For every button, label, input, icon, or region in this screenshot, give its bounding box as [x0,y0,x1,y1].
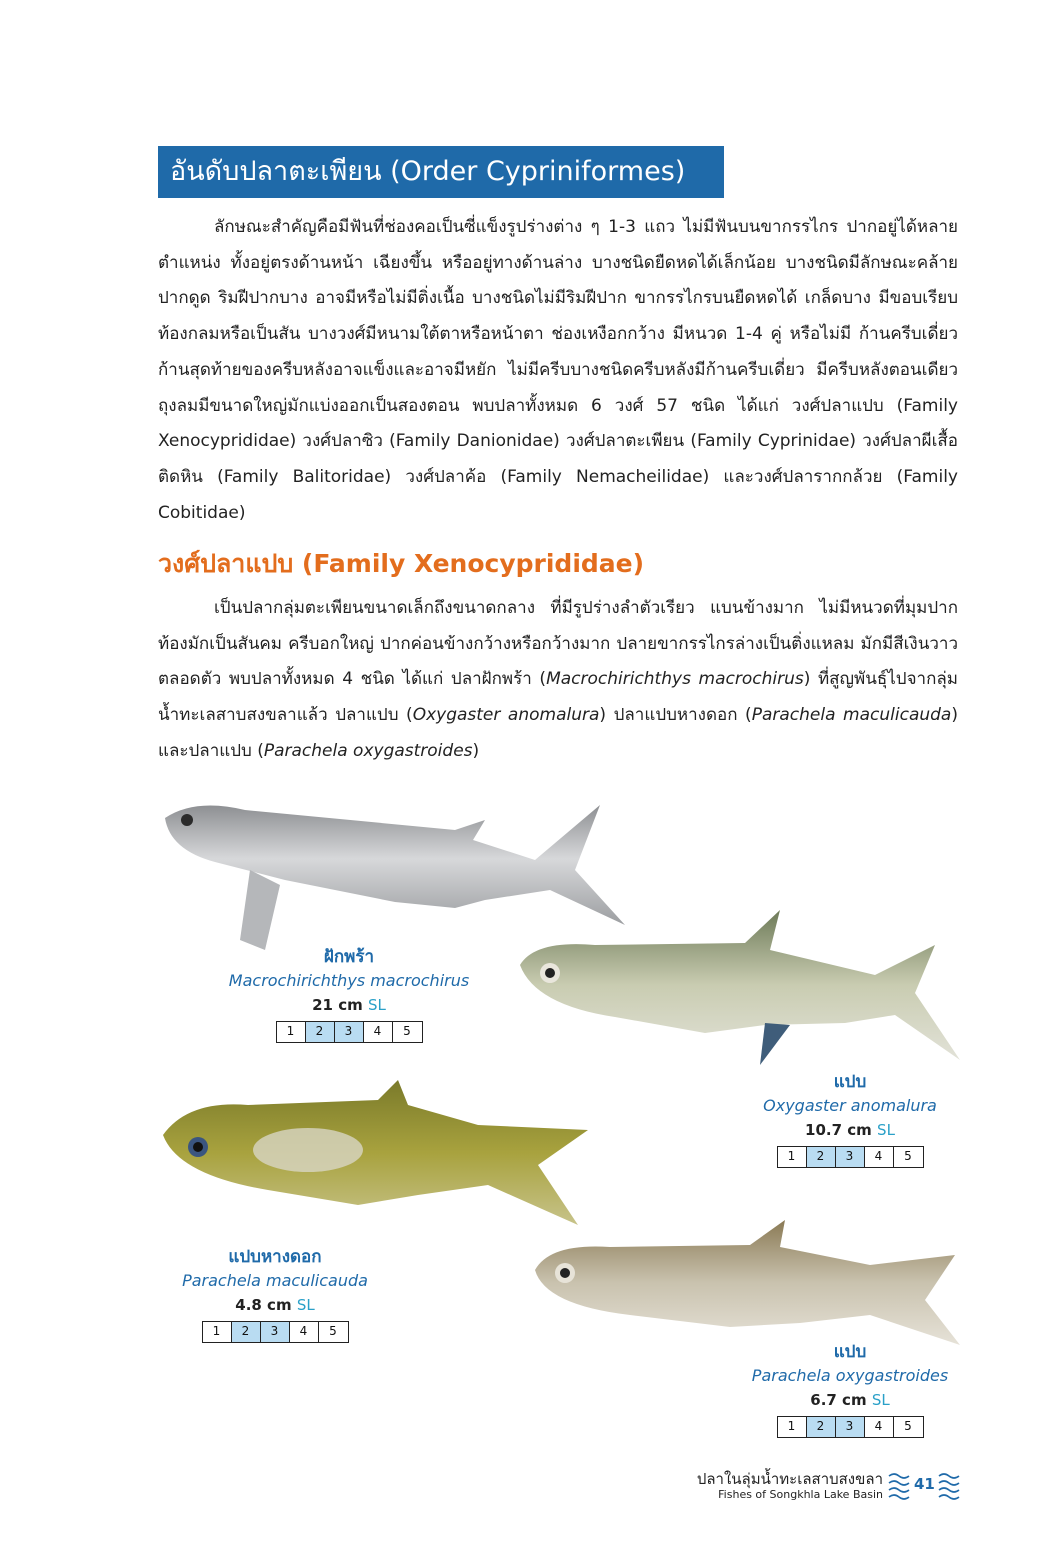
family-species-3: Parachela maculicauda [751,705,952,726]
fish-photo-parachela-oxygastroides [530,1215,965,1355]
distribution-zones [777,1146,924,1168]
zone-2: 2 [306,1022,335,1042]
zone-2: 2 [807,1147,836,1167]
wave-icon-right [938,1470,960,1502]
species-size [130,1293,420,1317]
zone-4: 4 [364,1022,393,1042]
family-text-5: ) [472,740,480,761]
size-unit: SL [296,1296,315,1314]
species-size [204,993,494,1017]
family-text-3: ) ปลาแปบหางดอก ( [599,705,752,726]
species-thai-name: แปบ [833,1342,867,1362]
species-card-1 [204,945,494,1043]
size-unit: SL [871,1391,890,1409]
species-thai-name: แปบหางดอก [228,1247,322,1267]
family-species-2: Oxygaster anomalura [412,705,600,726]
order-heading: อันดับปลาตะเพียน (Order Cypriniformes) [158,146,724,198]
species-scientific-name: Macrochirichthys macrochirus [228,971,470,990]
zone-1: 1 [778,1417,807,1437]
distribution-zones [202,1321,349,1343]
family-text-4: ) และปลาแปบ ( [158,705,958,761]
family-text-1: เป็นปลากลุ่มตะเพียนขนาดเล็กถึงขนาดกลาง ที่มีรูปร่างลำตัวเรียว แบนข้างมาก ไม่มีหนวดที่มุมปาก ท้องมักเป็นสันคม ครีบอกใหญ่ ปากค่อนข้างกว้างหรือกว้างมาก ปลายขากรรไกรล่างเป็นติ่งแหลม มักมีสีเงินวาวตลอดตัว พบปลาทั้งหมด 4 ชนิด ได้แก่ ปลาฝักพร้า ( [158,598,958,690]
wave-icon-left [888,1470,910,1502]
zone-3: 3 [836,1417,865,1437]
footer-title [697,1470,883,1502]
zone-2: 2 [807,1417,836,1437]
zone-3: 3 [836,1147,865,1167]
species-scientific-name: Parachela oxygastroides [751,1366,949,1385]
distribution-zones [777,1416,924,1438]
zone-5: 5 [329,1324,337,1338]
zone-4: 4 [865,1147,894,1167]
species-scientific-name: Parachela maculicauda [182,1271,368,1290]
footer-title-en: Fishes of Songkhla Lake Basin [718,1488,883,1501]
fish-photo-oxygaster [515,905,965,1070]
size-value: 6.7 cm [810,1391,867,1409]
zone-4: 4 [290,1322,319,1342]
species-card-3 [130,1245,420,1343]
footer-title-thai: ปลาในลุ่มน้ำทะเลสาบสงขลา [696,1470,883,1488]
size-unit: SL [877,1121,895,1139]
page-number: 41 [914,1475,935,1493]
zone-1: 1 [203,1322,232,1342]
species-card-2 [735,1070,965,1168]
species-thai-name: ฝักพร้า [323,947,375,967]
zone-3: 3 [335,1022,364,1042]
zone-1: 1 [778,1147,807,1167]
zone-1: 1 [277,1022,306,1042]
species-size [730,1388,970,1412]
order-description-text: ลักษณะสำคัญคือมีฟันที่ช่องคอเป็นซี่แข็งรูปร่างต่าง ๆ 1-3 แถว ไม่มีฟันบนขากรรไกร ปากอยู่ได้หลายตำแหน่ง ทั้งอยู่ตรงด้านหน้า เฉียงขึ้น หรืออยู่ทางด้านล่าง บางชนิดยืดหดได้เล็กน้อย บางชนิดมีลักษณะคล้ายปากดูด ริมฝีปากบาง อาจมีหรือไม่มีติ่งเนื้อ บางชนิดไม่มีริมฝีปาก ขากรรไกรบนยืดหดได้ เกล็ดบาง มีขอบเรียบ ท้องกลมหรือเป็นสัน บางวงศ์มีหนามใต้ตาหรือหน้าตา ช่องเหงือกกว้าง มีหนวด 1-4 คู่ หรือไม่มี ก้านครีบเดี่ยวก้านสุดท้ายของครีบหลังอาจแข็งและอาจมีหยัก ไม่มีครีบบางชนิดครีบหลังมีก้านครีบเดี่ยว มีครีบหลังตอนเดียว ถุงลมมีขนาดใหญ่มักแบ่งออกเป็นสองตอน พบปลาทั้งหมด 6 วงศ์ 57 ชนิด ได้แก่ วงศ์ปลาแปบ (Family Xenocyprididae) วงศ์ปลาซิว (Family Danionidae) วงศ์ปลาตะเพียน (Family Cyprinidae) วงศ์ปลาผีเสื้อติดหิน (Family Balitoridae) วงศ์ปลาค้อ (Family Nemacheilidae) และวงศ์ปลารากกล้วย (Family Cobitidae) [158,217,958,523]
species-scientific-name: Oxygaster anomalura [763,1096,937,1115]
zone-5: 5 [904,1419,912,1433]
zone-4: 4 [865,1417,894,1437]
species-size [735,1118,965,1142]
size-value: 21 cm [312,996,363,1014]
family-heading: วงศ์ปลาแปบ (Family Xenocyprididae) [158,549,645,578]
zone-5: 5 [904,1149,912,1163]
family-species-1: Macrochirichthys macrochirus [546,669,804,690]
order-description [158,210,958,531]
zone-2: 2 [232,1322,261,1342]
distribution-zones [276,1021,423,1043]
size-unit: SL [367,996,386,1014]
family-text-2: ) ที่สูญพันธุ์ไปจากลุ่มน้ำทะเลสาบสงขลาแล้ว ปลาแปบ ( [158,669,958,726]
size-value: 10.7 cm [805,1121,872,1139]
family-species-4: Parachela oxygastroides [263,740,473,761]
size-value: 4.8 cm [235,1296,292,1314]
species-card-4 [730,1340,970,1438]
species-thai-name: แปบ [833,1072,867,1092]
family-description [158,591,958,770]
zone-5: 5 [403,1024,411,1038]
zone-3: 3 [261,1322,290,1342]
